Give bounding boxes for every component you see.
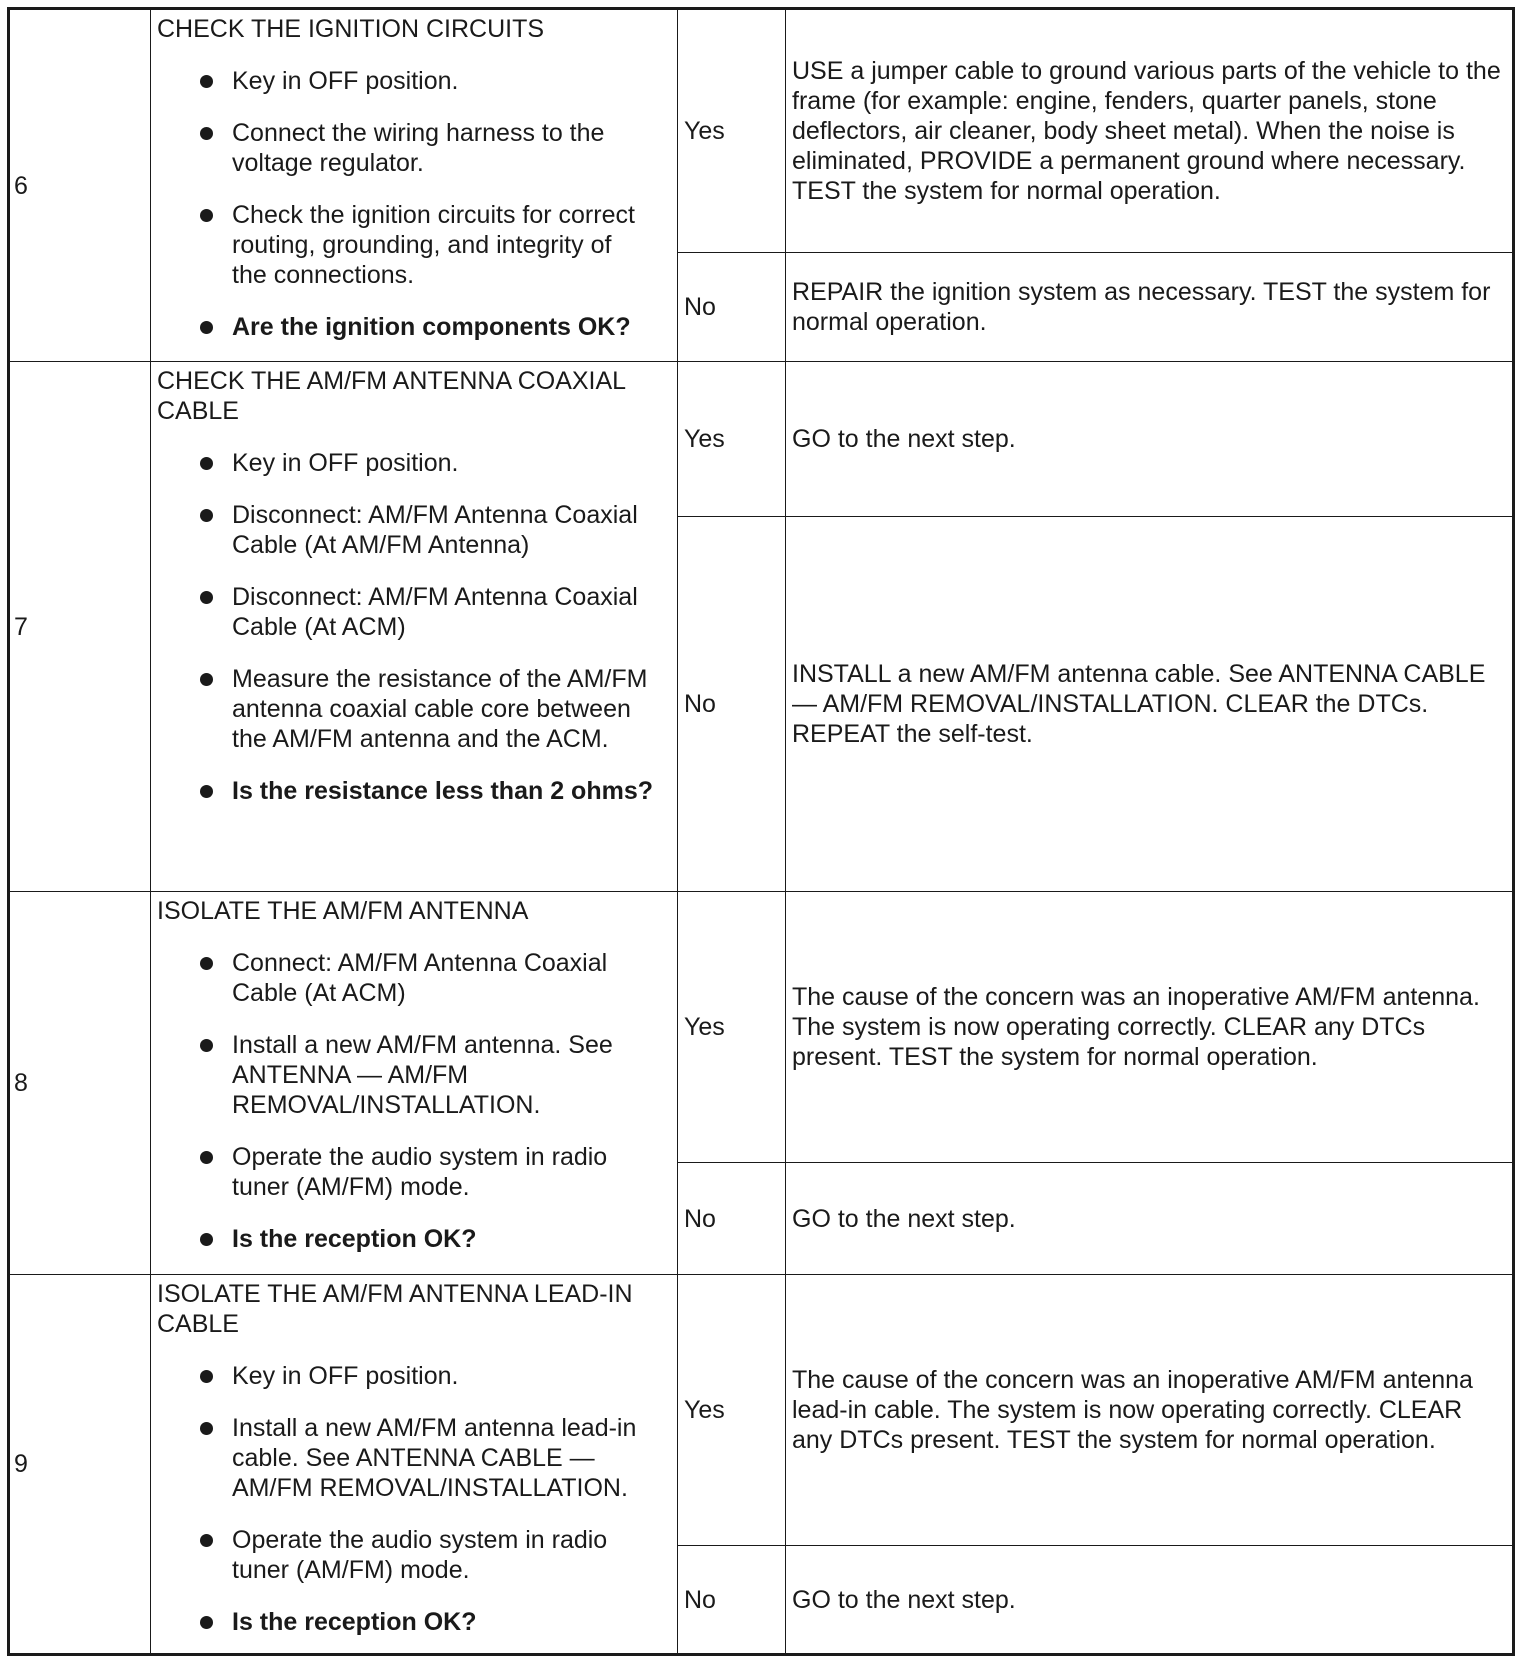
bullet-icon [200, 785, 213, 798]
bullet-icon [200, 509, 213, 522]
action-list [157, 448, 671, 806]
action-question [157, 1607, 671, 1637]
answer-no: No [678, 1163, 786, 1275]
action-text: Install a new AM/FM antenna lead-in cable. See ANTENNA CABLE — AM/FM REMOVAL/INSTALLATION. [232, 1414, 637, 1502]
question-text: Are the ignition components OK? [232, 313, 631, 341]
question-text: Is the reception OK? [232, 1225, 477, 1253]
answer-no: No [678, 517, 786, 892]
action-item [157, 582, 671, 642]
step-title: CHECK THE IGNITION CIRCUITS [157, 15, 545, 43]
action-text: Install a new AM/FM antenna. See ANTENNA — AM/FM REMOVAL/INSTALLATION. [232, 1031, 613, 1119]
step-number: 6 [9, 9, 151, 362]
bullet-icon [200, 673, 213, 686]
step-title: ISOLATE THE AM/FM ANTENNA LEAD-IN CABLE [157, 1280, 633, 1338]
action-item [157, 118, 671, 178]
action-text: Connect: AM/FM Antenna Coaxial Cable (At ACM) [232, 949, 608, 1007]
bullet-icon [200, 591, 213, 604]
bullet-icon [200, 457, 213, 470]
result-no: GO to the next step. [786, 1163, 1514, 1275]
bullet-icon [200, 209, 213, 222]
action-item [157, 1413, 671, 1503]
action-text: Connect the wiring harness to the voltage regulator. [232, 119, 605, 177]
action-text: Disconnect: AM/FM Antenna Coaxial Cable (At ACM) [232, 583, 638, 641]
answer-yes: Yes [678, 1275, 786, 1546]
action-list [157, 1361, 671, 1637]
answer-yes: Yes [678, 9, 786, 253]
action-text: Key in OFF position. [232, 1362, 459, 1390]
step-action [151, 362, 678, 892]
result-no: GO to the next step. [786, 1546, 1514, 1655]
action-question [157, 1224, 671, 1254]
action-question [157, 312, 671, 342]
action-item [157, 1142, 671, 1202]
action-item [157, 66, 671, 96]
action-item [157, 200, 671, 290]
bullet-icon [200, 1233, 213, 1246]
answer-no: No [678, 253, 786, 362]
action-item [157, 1361, 671, 1391]
answer-yes: Yes [678, 362, 786, 517]
bullet-icon [200, 127, 213, 140]
question-text: Is the resistance less than 2 ohms? [232, 777, 653, 805]
answer-yes: Yes [678, 892, 786, 1163]
action-item [157, 948, 671, 1008]
step-action [151, 892, 678, 1275]
bullet-icon [200, 1151, 213, 1164]
step-action [151, 9, 678, 362]
bullet-icon [200, 321, 213, 334]
action-text: Operate the audio system in radio tuner (AM/FM) mode. [232, 1526, 608, 1584]
result-no: INSTALL a new AM/FM antenna cable. See ANTENNA CABLE — AM/FM REMOVAL/INSTALLATION. CLEAR the DTCs. REPEAT the self-test. [786, 517, 1514, 892]
action-item [157, 1030, 671, 1120]
action-text: Measure the resistance of the AM/FM antenna coaxial cable core between the AM/FM antenna and the ACM. [232, 665, 648, 753]
bullet-icon [200, 957, 213, 970]
step-row-9-yes [9, 1275, 1514, 1546]
bullet-icon [200, 1422, 213, 1435]
step-row-7-yes [9, 362, 1514, 517]
bullet-icon [200, 1534, 213, 1547]
action-text: Key in OFF position. [232, 67, 459, 95]
bullet-icon [200, 1039, 213, 1052]
bullet-icon [200, 1616, 213, 1629]
step-number: 9 [9, 1275, 151, 1655]
step-number: 8 [9, 892, 151, 1275]
action-text: Disconnect: AM/FM Antenna Coaxial Cable (At AM/FM Antenna) [232, 501, 638, 559]
result-no: REPAIR the ignition system as necessary. TEST the system for normal operation. [786, 253, 1514, 362]
step-title: CHECK THE AM/FM ANTENNA COAXIAL CABLE [157, 367, 626, 425]
step-row-6-yes [9, 9, 1514, 253]
answer-no: No [678, 1546, 786, 1655]
diagnostic-table [7, 7, 1515, 1656]
action-item [157, 500, 671, 560]
result-yes: GO to the next step. [786, 362, 1514, 517]
bullet-icon [200, 1370, 213, 1383]
step-number: 7 [9, 362, 151, 892]
result-yes: The cause of the concern was an inoperative AM/FM antenna lead-in cable. The system is now operating correctly. CLEAR any DTCs present. TEST the system for normal operation. [786, 1275, 1514, 1546]
action-text: Check the ignition circuits for correct routing, grounding, and integrity of the connections. [232, 201, 635, 289]
action-list [157, 66, 671, 342]
action-text: Operate the audio system in radio tuner (AM/FM) mode. [232, 1143, 608, 1201]
step-row-8-yes [9, 892, 1514, 1163]
action-item [157, 664, 671, 754]
action-question [157, 776, 671, 806]
step-title: ISOLATE THE AM/FM ANTENNA [157, 897, 529, 925]
result-yes: The cause of the concern was an inoperative AM/FM antenna. The system is now operating correctly. CLEAR any DTCs present. TEST the system for normal operation. [786, 892, 1514, 1163]
action-list [157, 948, 671, 1254]
result-yes: USE a jumper cable to ground various parts of the vehicle to the frame (for example: engine, fenders, quarter panels, stone deflectors, air cleaner, body sheet metal). When the noise is eliminated, PROVIDE a permanent ground where necessary. TEST the system for normal operation. [786, 9, 1514, 253]
action-text: Key in OFF position. [232, 449, 459, 477]
bullet-icon [200, 75, 213, 88]
step-action [151, 1275, 678, 1655]
action-item [157, 448, 671, 478]
action-item [157, 1525, 671, 1585]
question-text: Is the reception OK? [232, 1608, 477, 1636]
